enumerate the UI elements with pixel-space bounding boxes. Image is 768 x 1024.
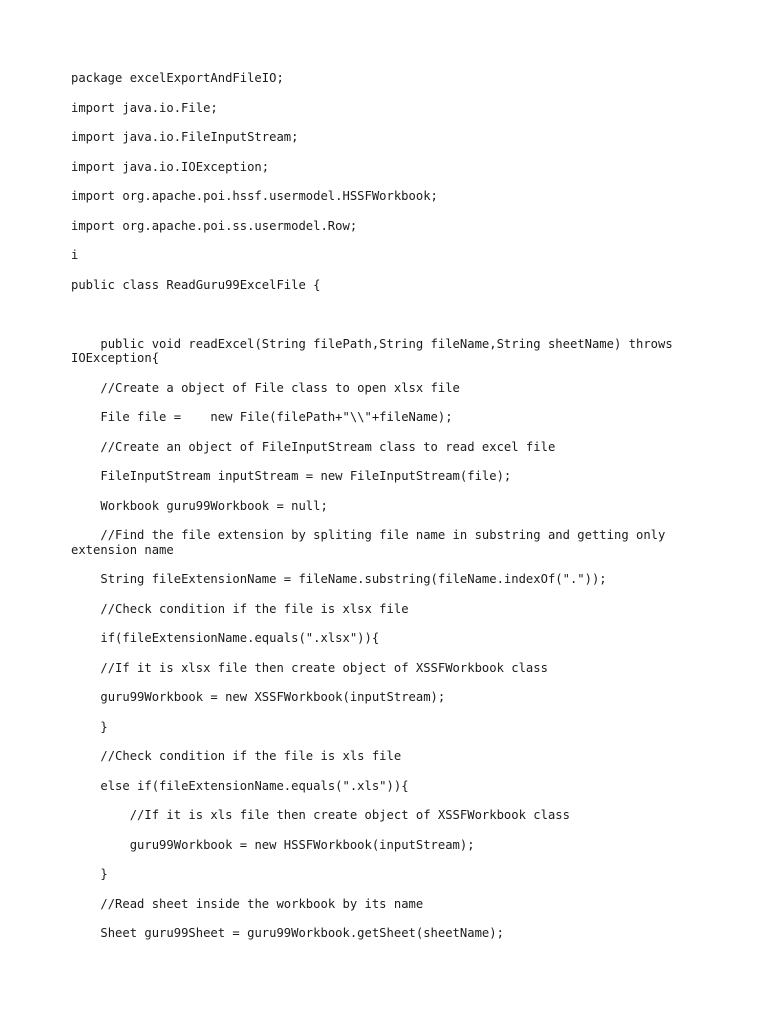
code-comment: //Check condition if the file is xls file — [71, 749, 402, 763]
code-comment: //Find the file extension by spliting file name in substring and getting only extension name — [71, 528, 673, 557]
code-line: FileInputStream inputStream = new FileInputStream(file); — [71, 469, 512, 483]
code-line: String fileExtensionName = fileName.substring(fileName.indexOf(".")); — [71, 572, 607, 586]
code-comment: //Read sheet inside the workbook by its name — [71, 896, 424, 911]
code-line: guru99Workbook = new HSSFWorkbook(inputStream); — [71, 837, 475, 852]
code-line: else if(fileExtensionName.equals(".xls")){ — [71, 778, 409, 793]
code-comment: //If it is xlsx file then create object of XSSFWorkbook class — [71, 660, 548, 675]
code-comment: //If it is xls file then create object of XSSFWorkbook class — [71, 808, 570, 822]
code-line-closing-brace: } — [71, 719, 108, 734]
code-line: Workbook guru99Workbook = null; — [71, 498, 328, 513]
code-comment: //Check condition if the file is xlsx file — [71, 601, 409, 616]
code-line-import: import org.apache.poi.ss.usermodel.Row; — [71, 218, 358, 233]
code-block — [71, 71, 693, 956]
code-line-import: import java.io.IOException; — [71, 159, 270, 174]
code-line-import: import java.io.FileInputStream; — [71, 130, 299, 144]
code-line-import: import org.apache.poi.hssf.usermodel.HSSFWorkbook; — [71, 189, 438, 203]
code-line: File file = new File(filePath+"\\"+fileName); — [71, 410, 453, 424]
code-line-import: import java.io.File; — [71, 100, 218, 115]
code-line: Sheet guru99Sheet = guru99Workbook.getSheet(sheetName); — [71, 926, 504, 940]
code-line: guru99Workbook = new XSSFWorkbook(inputStream); — [71, 690, 446, 704]
code-line: if(fileExtensionName.equals(".xlsx")){ — [71, 631, 380, 645]
code-line-class-declaration: public class ReadGuru99ExcelFile { — [71, 277, 321, 292]
code-line-stray: i — [71, 248, 79, 262]
code-line-method-declaration: public void readExcel(String filePath,String fileName,String sheetName) throws IOException{ — [71, 336, 681, 365]
blank-line — [71, 307, 693, 337]
code-comment: //Create an object of FileInputStream class to read excel file — [71, 439, 556, 454]
code-comment: //Create a object of File class to open xlsx file — [71, 380, 460, 395]
code-line-package: package excelExportAndFileIO; — [71, 71, 284, 85]
code-line-closing-brace: } — [71, 867, 108, 881]
